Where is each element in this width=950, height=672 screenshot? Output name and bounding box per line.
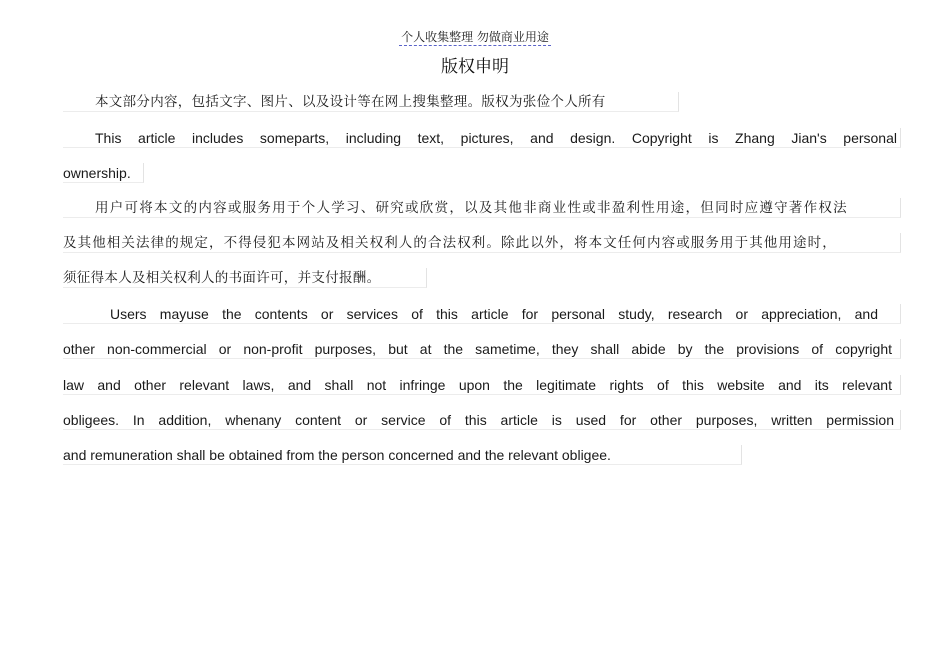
en-paragraph-2-line-5: and remuneration shall be obtained from the person concerned and the relevant obligee. — [63, 447, 611, 463]
cn-paragraph-2-line-1: 用户可将本文的内容或服务用于个人学习、研究或欣赏，以及其他非商业性或非盈利性用途，但同时应遵守著作权法 — [95, 200, 847, 216]
cn-paragraph-2-line-3: 须征得本人及相关权利人的书面许可，并支付报酬。 — [63, 270, 381, 286]
cn-paragraph-1-line-1: 本文部分内容，包括文字、图片、以及设计等在网上搜集整理。版权为张俭个人所有 — [95, 94, 606, 110]
en-paragraph-2-line-2: other non-commercial or non-profit purposes, but at the sametime, they shall abide by the provisions of copyright — [63, 341, 892, 357]
document-title: 版权申明 — [441, 57, 509, 77]
cn-paragraph-2-line-2: 及其他相关法律的规定，不得侵犯本网站及相关权利人的合法权利。除此以外，将本文任何内容或服务用于其他用途时， — [63, 235, 836, 251]
en-paragraph-2-line-3: law and other relevant laws, and shall not infringe upon the legitimate rights of this website and its relevant — [63, 377, 892, 393]
page-header-note — [0, 29, 950, 45]
en-paragraph-2-line-1: Users mayuse the contents or services of this article for personal study, research or appreciation, and — [110, 306, 878, 322]
header-note-text: 个人收集整理 勿做商业用途 — [401, 30, 549, 44]
en-paragraph-1-line-1: This article includes someparts, including text, pictures, and design. Copyright is Zhang Jian's personal — [95, 130, 897, 146]
en-paragraph-1-line-2: ownership. — [63, 165, 131, 181]
en-paragraph-2-line-4: obligees. In addition, whenany content or service of this article is used for other purposes, written permission — [63, 412, 894, 428]
